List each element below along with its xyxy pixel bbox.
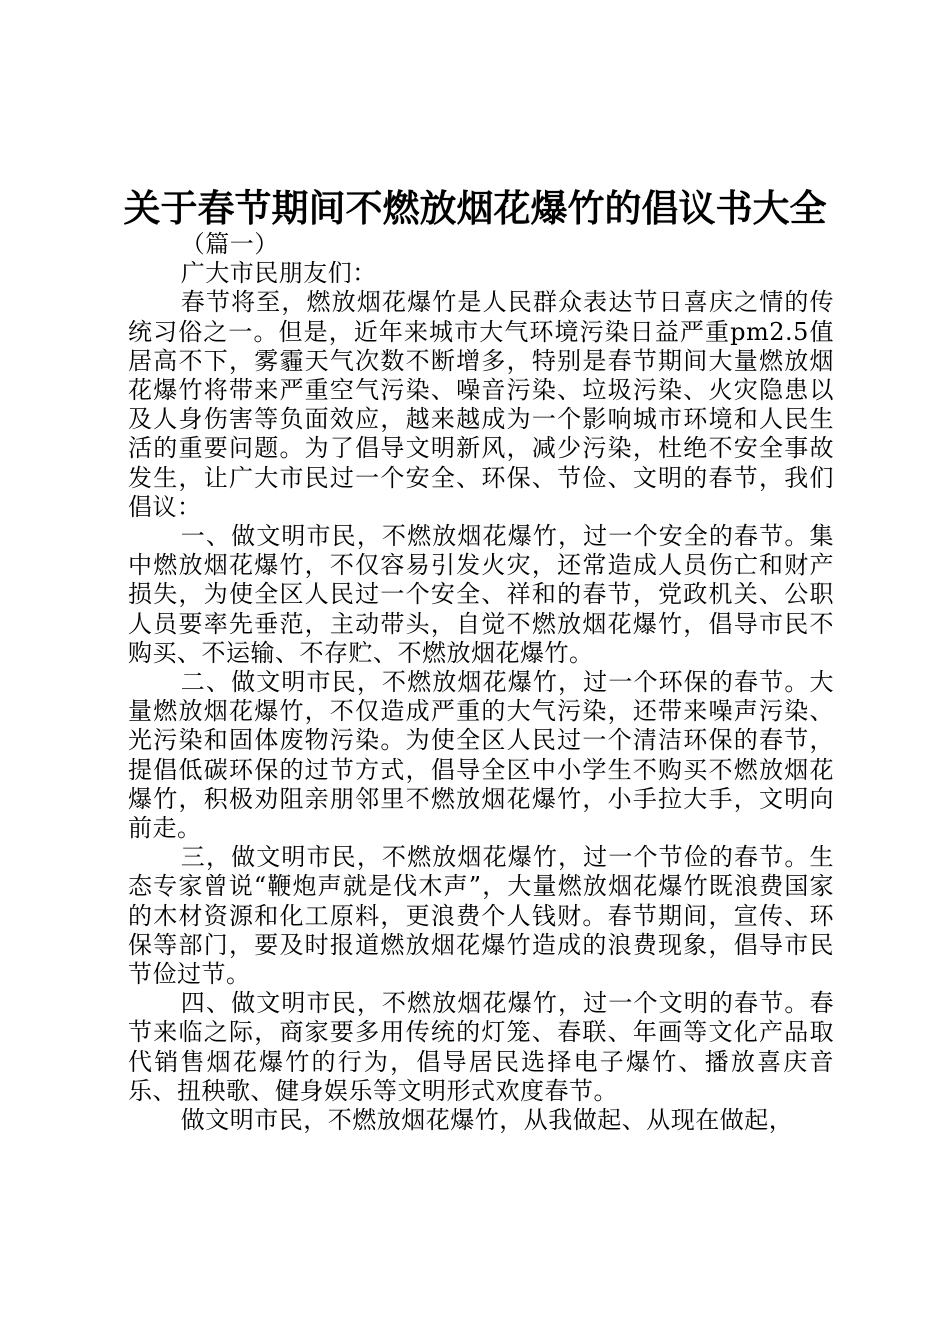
paragraph-item-1: 一、做文明市民，不燃放烟花爆竹，过一个安全的春节。集中燃放烟花爆竹，不仅容易引发火灾，还常造成人员伤亡和财产损失，为使全区人民过一个安全、祥和的春节，党政机关、公职人员要率先垂范，主动带头，自觉不燃放烟花爆竹，倡导市民不购买、不运输、不存贮、不燃放烟花爆竹。 xyxy=(128,522,834,667)
section-label: （篇一） xyxy=(180,230,279,258)
paragraph-intro: 春节将至，燃放烟花爆竹是人民群众表达节日喜庆之情的传统习俗之一。但是，近年来城市大气环境污染日益严重pm2.5值居高不下，雾霾天气次数不断增多，特别是春节期间大量燃放烟花爆竹将带来严重空气污染、噪音污染、垃圾污染、火灾隐患以及人身伤害等负面效应，越来越成为一个影响城市环境和人民生活的重要问题。为了倡导文明新风，减少污染，杜绝不安全事故发生，让广大市民过一个安全、环保、节俭、文明的春节，我们倡议： xyxy=(128,288,834,521)
salutation: 广大市民朋友们： xyxy=(180,259,377,288)
paragraph-item-4: 四、做文明市民，不燃放烟花爆竹，过一个文明的春节。春节来临之际，商家要多用传统的灯笼、春联、年画等文化产品取代销售烟花爆竹的行为，倡导居民选择电子爆竹、播放喜庆音乐、扭秧歌、健身娱乐等文明形式欢度春节。 xyxy=(128,989,834,1105)
paragraph-item-3: 三，做文明市民，不燃放烟花爆竹，过一个节俭的春节。生态专家曾说“鞭炮声就是伐木声”，大量燃放烟花爆竹既浪费国家的木材资源和化工原料，更浪费个人钱财。春节期间，宣传、环保等部门，要及时报道燃放烟花爆竹造成的浪费现象，倡导市民节俭过节。 xyxy=(128,843,834,989)
document-title: 关于春节期间不燃放烟花爆竹的倡议书大全 xyxy=(123,186,827,230)
document-body xyxy=(128,230,834,1135)
paragraph-closing: 做文明市民，不燃放烟花爆竹，从我做起、从现在做起， xyxy=(180,1106,794,1135)
paragraph-item-2: 二、做文明市民，不燃放烟花爆竹，过一个环保的春节。大量燃放烟花爆竹，不仅造成严重的大气污染，还带来噪声污染、光污染和固体废物污染。为使全区人民过一个清洁环保的春节，提倡低碳环保的过节方式，倡导全区中小学生不购买不燃放烟花爆竹，积极劝阻亲朋邻里不燃放烟花爆竹，小手拉大手，文明向前走。 xyxy=(128,668,834,843)
